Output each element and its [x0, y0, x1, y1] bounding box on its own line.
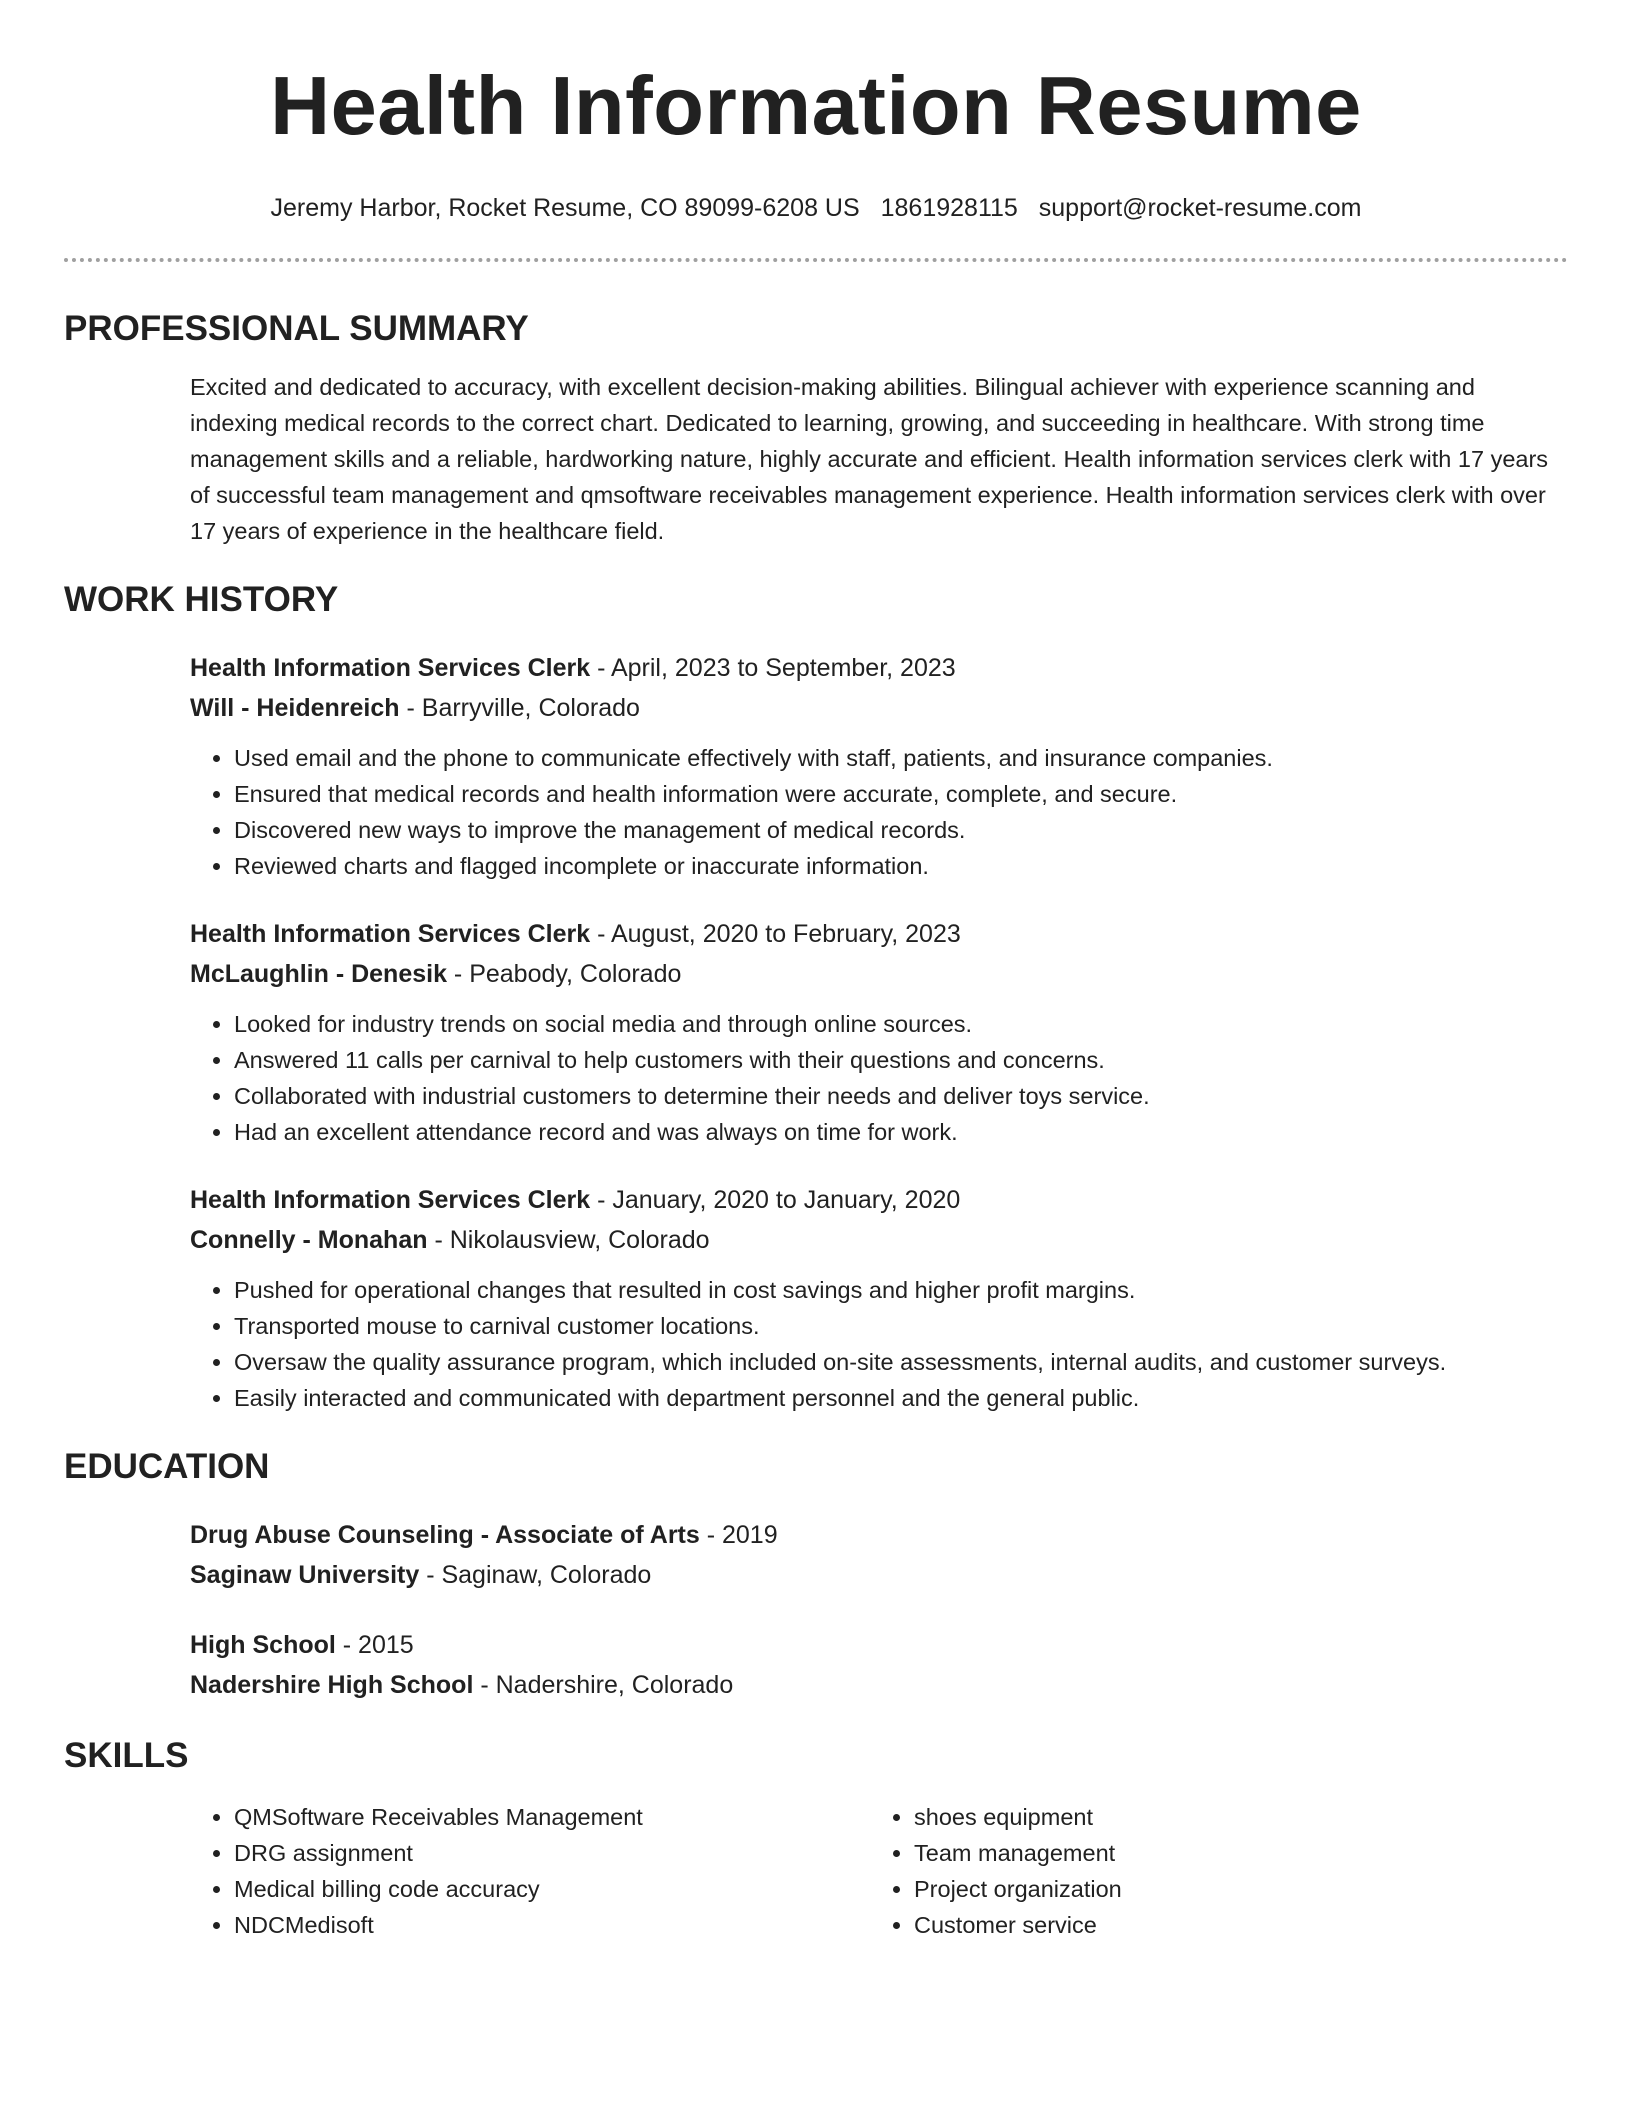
- skills-column-right: [870, 1799, 1550, 1943]
- education-degree-line: [190, 1515, 1568, 1555]
- header-divider: [64, 258, 1568, 262]
- skill-item: • Project organization: [914, 1871, 1550, 1907]
- education-entry: [190, 1625, 1568, 1705]
- job-company-line: [190, 954, 1568, 994]
- job-entry: [190, 914, 1568, 1150]
- job-bullet: • Looked for industry trends on social media and through online sources.: [234, 1006, 1568, 1042]
- contact-line: [64, 193, 1568, 223]
- skill-item: • shoes equipment: [914, 1799, 1550, 1835]
- skill-item: • Team management: [914, 1835, 1550, 1871]
- job-location: - Peabody, Colorado: [446, 960, 682, 988]
- job-bullets: [190, 740, 1568, 884]
- job-title: Health Information Services Clerk: [190, 1186, 591, 1214]
- job-bullet: • Transported mouse to carnival customer locations.: [234, 1308, 1568, 1344]
- education-school-line: [190, 1555, 1568, 1595]
- job-company: Will - Heidenreich: [190, 694, 400, 722]
- job-dates: - January, 2020 to January, 2020: [590, 1186, 961, 1214]
- job-title: Health Information Services Clerk: [190, 654, 591, 682]
- skills-heading: SKILLS: [64, 1736, 189, 1775]
- contact-phone: 1861928115: [880, 194, 1018, 222]
- job-title-line: [190, 648, 1568, 688]
- resume-title: Health Information Resume: [270, 59, 1362, 152]
- contact-address: Jeremy Harbor, Rocket Resume, CO 89099-6208 US: [270, 194, 860, 222]
- education-location: - Saginaw, Colorado: [419, 1561, 652, 1589]
- education-year: - 2015: [335, 1631, 414, 1659]
- job-bullets: [190, 1272, 1568, 1416]
- education-degree-line: [190, 1625, 1568, 1665]
- education-entry: [190, 1515, 1568, 1595]
- job-entry: [190, 648, 1568, 884]
- education-school: Saginaw University: [190, 1561, 420, 1589]
- education-degree: High School: [190, 1631, 336, 1659]
- job-company: Connelly - Monahan: [190, 1226, 428, 1254]
- job-bullet: • Reviewed charts and flagged incomplete or inaccurate information.: [234, 848, 1568, 884]
- job-title: Health Information Services Clerk: [190, 920, 591, 948]
- job-location: - Barryville, Colorado: [399, 694, 640, 722]
- skill-item: • DRG assignment: [234, 1835, 870, 1871]
- job-dates: - August, 2020 to February, 2023: [590, 920, 961, 948]
- job-bullet: • Used email and the phone to communicate effectively with staff, patients, and insurance companies.: [234, 740, 1568, 776]
- skills-column-left: [190, 1799, 870, 1943]
- job-bullets: [190, 1006, 1568, 1150]
- education-heading: EDUCATION: [64, 1447, 270, 1486]
- contact-email: support@rocket-resume.com: [1038, 194, 1362, 222]
- education-school: Nadershire High School: [190, 1671, 474, 1699]
- job-dates: - April, 2023 to September, 2023: [590, 654, 956, 682]
- job-bullet: • Pushed for operational changes that resulted in cost savings and higher profit margins.: [234, 1272, 1568, 1308]
- job-title-line: [190, 1180, 1568, 1220]
- job-company: McLaughlin - Denesik: [190, 960, 447, 988]
- job-bullet: • Oversaw the quality assurance program, which included on-site assessments, internal audits, and customer surveys.: [234, 1344, 1568, 1380]
- job-bullet: • Collaborated with industrial customers to determine their needs and deliver toys service.: [234, 1078, 1568, 1114]
- work-history-heading: WORK HISTORY: [64, 580, 339, 619]
- summary-text: Excited and dedicated to accuracy, with excellent decision-making abilities. Bilingual achiever with experience scanning and indexing medical records to the correct chart. Dedicated to learning, growing, and succeeding in healthcare. With strong time management skills and a reliable, hardworking nature, highly accurate and efficient. Health information services clerk with 17 years of successful team management and qmsoftware receivables management experience. Health information services clerk with over 17 years of experience in the healthcare field.: [190, 374, 1549, 544]
- education-year: - 2019: [699, 1521, 778, 1549]
- job-bullet: • Discovered new ways to improve the management of medical records.: [234, 812, 1568, 848]
- skill-item: • Customer service: [914, 1907, 1550, 1943]
- job-bullet: • Answered 11 calls per carnival to help customers with their questions and concerns.: [234, 1042, 1568, 1078]
- education-degree: Drug Abuse Counseling - Associate of Arts: [190, 1521, 700, 1549]
- job-company-line: [190, 1220, 1568, 1260]
- job-entry: [190, 1180, 1568, 1416]
- job-company-line: [190, 688, 1568, 728]
- skill-item: • QMSoftware Receivables Management: [234, 1799, 870, 1835]
- skill-item: • NDCMedisoft: [234, 1907, 870, 1943]
- skills-list: [190, 1799, 1568, 1943]
- summary-heading: PROFESSIONAL SUMMARY: [64, 309, 529, 348]
- job-bullet: • Ensured that medical records and health information were accurate, complete, and secure.: [234, 776, 1568, 812]
- education-location: - Nadershire, Colorado: [473, 1671, 734, 1699]
- job-title-line: [190, 914, 1568, 954]
- job-bullet: • Had an excellent attendance record and was always on time for work.: [234, 1114, 1568, 1150]
- education-school-line: [190, 1665, 1568, 1705]
- job-location: - Nikolausview, Colorado: [427, 1226, 710, 1254]
- skill-item: • Medical billing code accuracy: [234, 1871, 870, 1907]
- job-bullet: • Easily interacted and communicated with department personnel and the general public.: [234, 1380, 1568, 1416]
